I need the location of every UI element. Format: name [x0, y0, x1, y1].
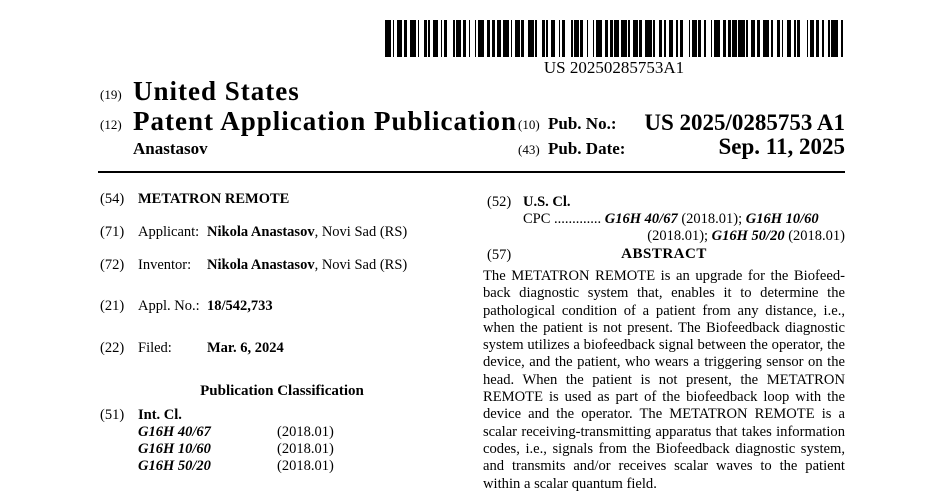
header-divider	[98, 171, 845, 173]
cpc-class: G16H 40/67	[604, 211, 678, 227]
appl-no-code: (21)	[100, 298, 125, 314]
abstract-code: (57)	[487, 247, 512, 263]
filed-row	[138, 340, 284, 356]
document-kind-code: (12)	[100, 117, 122, 132]
appl-no-row	[138, 298, 273, 314]
cpc-class: G16H 50/20	[711, 228, 785, 244]
int-cl-code: (51)	[100, 407, 125, 423]
pub-date-code: (43)	[518, 142, 540, 157]
int-cl-label: Int. Cl.	[138, 407, 182, 423]
publication-classification-heading: Publication Classification	[200, 383, 364, 399]
country-name: United States	[133, 76, 300, 106]
title-code: (54)	[100, 191, 125, 207]
int-cl-version: (2018.01)	[277, 458, 334, 474]
pub-no-value: US 2025/0285753 A1	[644, 110, 845, 135]
applicant-residence: , Novi Sad (RS)	[314, 224, 408, 240]
pub-date-value: Sep. 11, 2025	[718, 134, 845, 159]
invention-title: METATRON REMOTE	[138, 191, 290, 207]
cpc-line-2	[523, 228, 845, 244]
country-code: (19)	[100, 87, 122, 102]
int-cl-version: (2018.01)	[277, 424, 334, 440]
cpc-label: CPC	[523, 211, 551, 227]
inventor-row	[138, 257, 407, 273]
appl-no-label: Appl. No.:	[138, 298, 200, 314]
cpc-class: G16H 10/60	[745, 211, 819, 227]
inventor-code: (72)	[100, 257, 125, 273]
first-named-inventor: Anastasov	[133, 139, 208, 158]
inventor-name: Nikola Anastasov	[207, 257, 315, 273]
cpc-dots: .............	[554, 211, 602, 227]
int-cl-version: (2018.01)	[277, 441, 334, 457]
filed-value: Mar. 6, 2024	[207, 340, 284, 356]
filed-code: (22)	[100, 340, 125, 356]
applicant-label: Applicant:	[138, 224, 200, 240]
barcode-icon	[385, 20, 843, 57]
int-cl-class: G16H 40/67	[138, 424, 211, 440]
pub-no-code: (10)	[518, 117, 540, 132]
document-kind: Patent Application Publication	[133, 106, 518, 136]
applicant-name: Nikola Anastasov	[207, 224, 315, 240]
us-cl-label: U.S. Cl.	[523, 194, 571, 210]
int-cl-class: G16H 10/60	[138, 441, 211, 457]
appl-no-value: 18/542,733	[207, 298, 273, 314]
pub-no-label: Pub. No.:	[548, 114, 617, 133]
inventor-residence: , Novi Sad (RS)	[314, 257, 408, 273]
cpc-version: (2018.01);	[647, 228, 709, 244]
inventor-label: Inventor:	[138, 257, 192, 273]
us-cl-code: (52)	[487, 194, 512, 210]
applicant-row	[138, 224, 407, 240]
cpc-version: (2018.01)	[788, 228, 845, 244]
filed-label: Filed:	[138, 340, 172, 356]
pub-date-label: Pub. Date:	[548, 139, 626, 158]
int-cl-class: G16H 50/20	[138, 458, 211, 474]
abstract-text: The METATRON REMOTE is an upgrade for the Biofeedback diagnostic system that, enables it to determine the pathological condition of a patient from any distance, i.e., when the patient is not present. The Biofeedback diagnostic system utilizes a biofeedback signal between the operator, the device, and the patient, who wears a triggering sensor on the head. When the patient is not present, the METATRON REMOTE is used as part of the biofeedback loop with the device and the operator. The METATRON REMOTE is a scalar receiving-transmitting apparatus that takes information codes, i.e., signals from the Biofeedback diagnostic system, and transmits and/or receives scalar waves to the patient within a scalar quantum field.	[483, 268, 845, 492]
applicant-code: (71)	[100, 224, 125, 240]
cpc-version: (2018.01);	[681, 211, 743, 227]
cpc-line-1	[523, 211, 849, 227]
barcode-number: US 20250285753A1	[543, 58, 685, 77]
abstract-heading: ABSTRACT	[621, 246, 707, 262]
